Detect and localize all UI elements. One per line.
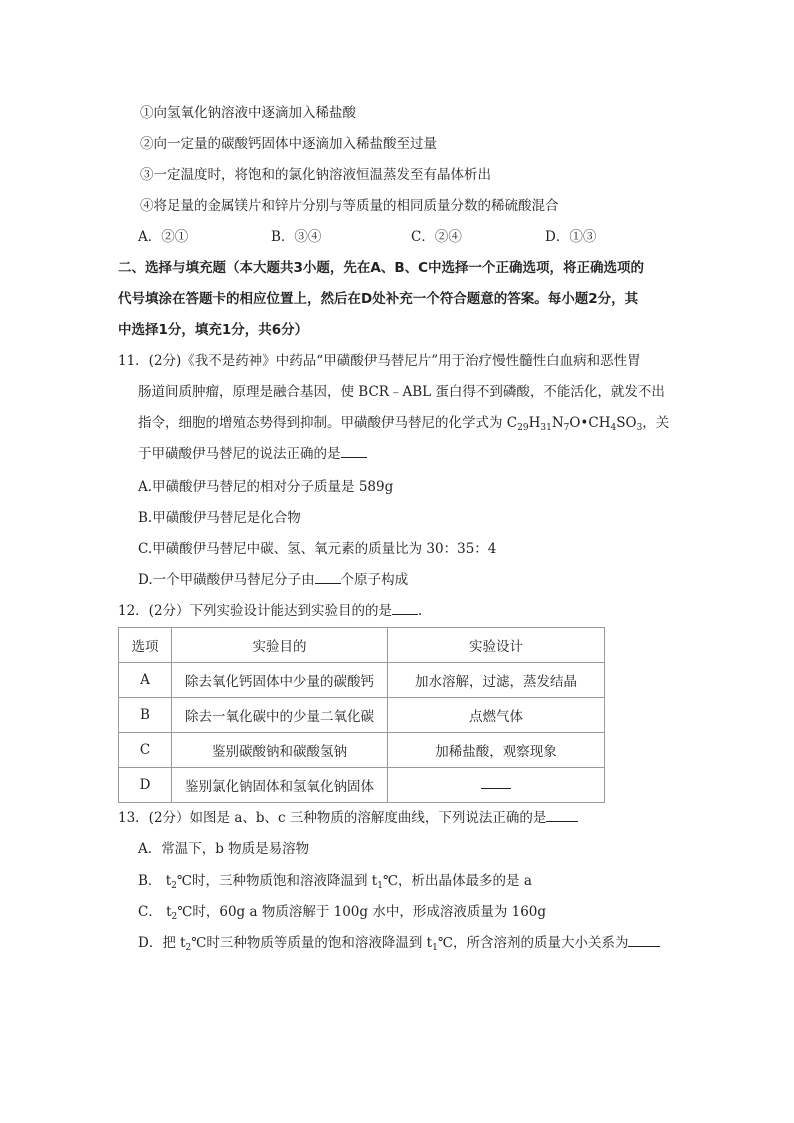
q10-item-3: ③一定温度时，将饱和的氯化钠溶液恒温蒸发至有晶体析出 — [140, 167, 491, 183]
q10-option-b: B．③④ — [271, 229, 322, 245]
table-header-cell: 实验目的 — [172, 628, 388, 663]
table-row — [119, 663, 605, 698]
section2-heading-line1: 二、选择与填充题（本大题共3小题，先在A、B、C中选择一个正确选项，将正确选项的 — [118, 260, 645, 276]
section2-heading-line3: 中选择1分，填充1分，共6分） — [118, 322, 309, 338]
table-cell: B — [119, 698, 172, 733]
q10-item-1: ①向氢氧化钠溶液中逐滴加入稀盐酸 — [140, 105, 356, 121]
table-cell: C — [119, 733, 172, 768]
table-row — [119, 698, 605, 733]
answer-blank[interactable] — [392, 602, 418, 615]
q11-option-d: D.一个甲磺酸伊马替尼分子由 个原子构成 — [138, 572, 409, 588]
q11-option-c: C.甲磺酸伊马替尼中碳、氢、氧元素的质量比为 30：35：4 — [138, 541, 497, 557]
table-cell: 除去一氧化碳中的少量二氧化碳 — [172, 698, 388, 733]
q10-option-d: D．①③ — [545, 229, 597, 245]
table-header-cell: 实验设计 — [388, 628, 605, 663]
answer-blank[interactable] — [628, 934, 660, 947]
q13-stem: 13．(2分）如图是 a、b、c 三种物质的溶解度曲线，下列说法正确的是 — [118, 809, 578, 827]
section2-heading-line2: 代号填涂在答题卡的相应位置上，然后在D处补充一个符合题意的答案。每小题2分，其 — [118, 291, 639, 307]
q13-option-b: B． $t_2℃$时，三种物质饱和溶液降温到 $t_1℃$，析出晶体最多的是 a — [138, 873, 532, 891]
q11-stem-line1: 11．(2分)《我不是药神》中药品“甲磺酸伊马替尼片”用于治疗慢性髓性白血病和恶性胃 — [118, 353, 641, 369]
table-row — [119, 733, 605, 768]
q13-option-c: C． $t_2℃$时，60g a 物质溶解于 100g 水中，形成溶液质量为 160g — [138, 904, 547, 922]
table-row — [119, 768, 605, 803]
table-header-cell: 选项 — [119, 628, 172, 663]
table-cell: 加稀盐酸，观察现象 — [388, 733, 605, 768]
answer-blank[interactable] — [315, 571, 341, 584]
table-cell: 加水溶解，过滤，蒸发结晶 — [388, 663, 605, 698]
table-cell-blank[interactable] — [388, 768, 605, 803]
table-cell: A — [119, 663, 172, 698]
table-header-row — [119, 628, 605, 663]
q11-stem-line4: 于甲磺酸伊马替尼的说法正确的是 — [138, 445, 367, 463]
q13-option-a: A．常温下，b 物质是易溶物 — [138, 841, 310, 857]
q11-option-b: B.甲磺酸伊马替尼是化合物 — [138, 510, 301, 526]
table-cell: 除去氧化钙固体中少量的碳酸钙 — [172, 663, 388, 698]
q10-item-2: ②向一定量的碳酸钙固体中逐滴加入稀盐酸至过量 — [140, 136, 437, 152]
answer-blank[interactable] — [546, 809, 578, 822]
q12-stem: 12．(2分）下列实验设计能达到实验目的的是 . — [118, 603, 423, 619]
table-cell: 点燃气体 — [388, 698, 605, 733]
q11-stem-line2: 肠道间质肿瘤，原理是融合基因，使 BCR﹣ABL 蛋白得不到磷酸，不能活化，就发不出 — [138, 384, 665, 400]
table-cell: 鉴别氯化钠固体和氢氧化钠固体 — [172, 768, 388, 803]
answer-blank[interactable] — [481, 778, 511, 789]
q11-option-a: A.甲磺酸伊马替尼的相对分子质量是 589g — [138, 479, 394, 495]
table-cell: D — [119, 768, 172, 803]
answer-blank[interactable] — [341, 445, 367, 458]
q13-option-d: D．把 $t_2℃$时三种物质等质量的饱和溶液降温到 $t_1℃$，所含溶剂的质量大小关系为 — [138, 934, 660, 957]
q10-option-a: A．②① — [138, 229, 189, 245]
experiment-table — [118, 627, 605, 803]
table-cell: 鉴别碳酸钠和碳酸氢钠 — [172, 733, 388, 768]
q10-option-c: C．②④ — [411, 229, 462, 245]
q10-item-4: ④将足量的金属镁片和锌片分别与等质量的相同质量分数的稀硫酸混合 — [140, 198, 559, 214]
q11-stem-line3: 指令，细胞的增殖态势得到抑制。甲磺酸伊马替尼的化学式为 $C_{29}H_{31}N_7O•CH_4SO_3$，关 — [138, 415, 670, 433]
